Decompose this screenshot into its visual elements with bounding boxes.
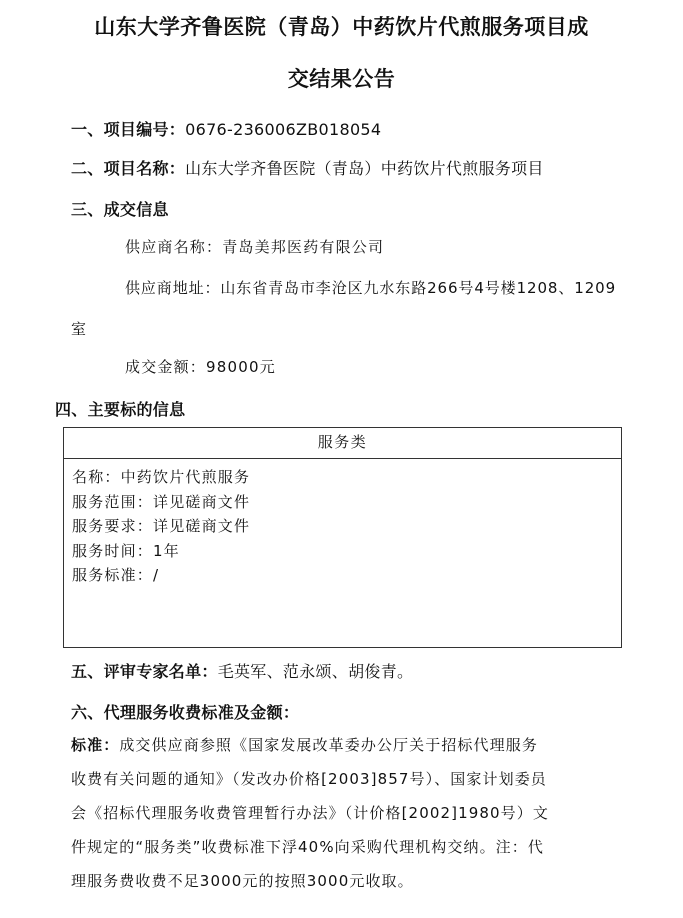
deal-amount: 成交金额：98000元 bbox=[125, 358, 276, 376]
deal-info-heading: 三、成交信息 bbox=[71, 200, 169, 219]
review-experts-label: 五、评审专家名单： bbox=[71, 662, 218, 681]
supplier-name: 供应商名称：青岛美邦医药有限公司 bbox=[125, 238, 385, 256]
supplier-address-line-1: 供应商地址：山东省青岛市李沧区九水东路266号4号楼1208、1209 bbox=[125, 279, 617, 297]
main-subject-heading: 四、主要标的信息 bbox=[55, 400, 186, 419]
fee-standard-label: 标准： bbox=[71, 736, 120, 754]
table-body bbox=[64, 459, 621, 588]
fee-standard-line-1 bbox=[71, 734, 538, 755]
table-header: 服务类 bbox=[64, 428, 621, 459]
supplier-address-line-2: 室 bbox=[71, 320, 88, 338]
fee-standard-line-5: 理服务费收费不足3000元的按照3000元收取。 bbox=[71, 872, 414, 890]
page-title-line-2: 交结果公告 bbox=[287, 67, 396, 91]
project-name-label: 二、项目名称： bbox=[71, 159, 186, 178]
fee-standard-text: 成交供应商参照《国家发展改革委办公厅关于招标代理服务 bbox=[119, 736, 538, 754]
project-name-row bbox=[71, 156, 544, 179]
agency-fee-heading: 六、代理服务收费标准及金额： bbox=[71, 703, 300, 722]
table-row: 服务标准：/ bbox=[72, 566, 160, 584]
project-name-value: 山东大学齐鲁医院（青岛）中药饮片代煎服务项目 bbox=[185, 159, 544, 178]
project-number-label: 一、项目编号： bbox=[71, 120, 186, 139]
review-experts-row bbox=[71, 659, 413, 682]
fee-standard-line-4: 件规定的“服务类”收费标准下浮40%向采购代理机构交纳。注：代 bbox=[71, 838, 544, 856]
review-experts-value: 毛英军、范永颂、胡俊青。 bbox=[217, 662, 414, 681]
fee-standard-line-2: 收费有关问题的通知》（发改办价格[2003]857号）、国家计划委员 bbox=[71, 770, 547, 788]
table-row: 服务时间：1年 bbox=[72, 541, 180, 560]
page-title-line-1: 山东大学齐鲁医院（青岛）中药饮片代煎服务项目成 bbox=[94, 15, 589, 39]
project-number-row bbox=[71, 117, 381, 140]
subject-info-table bbox=[63, 427, 622, 648]
fee-standard-line-3: 会《招标代理服务收费管理暂行办法》（计价格[2002]1980号）文 bbox=[71, 804, 549, 822]
table-row: 服务范围：详见磋商文件 bbox=[72, 492, 251, 511]
table-row: 服务要求：详见磋商文件 bbox=[72, 517, 251, 535]
table-row: 名称：中药饮片代煎服务 bbox=[72, 468, 251, 486]
project-number-value: 0676-236006ZB018054 bbox=[185, 120, 382, 139]
